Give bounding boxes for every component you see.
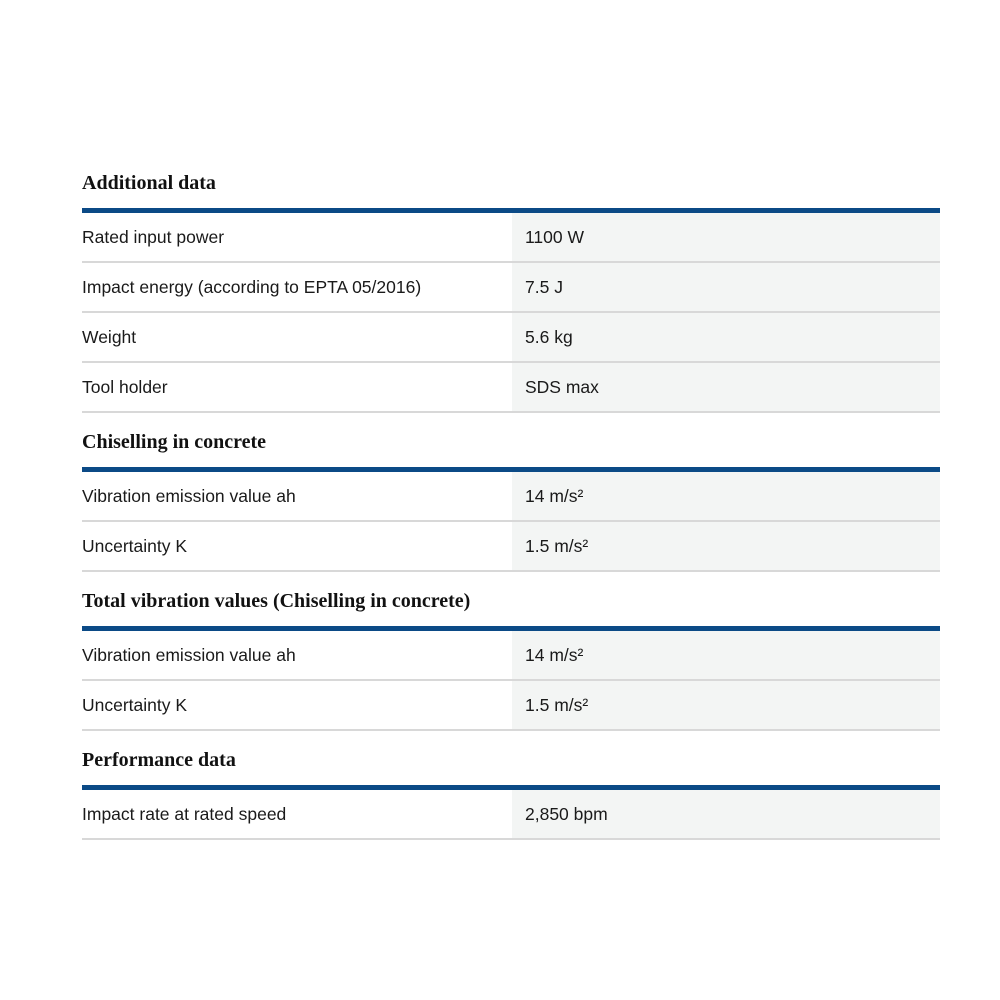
spec-label: Vibration emission value ah: [82, 631, 512, 679]
spec-label: Impact energy (according to EPTA 05/2016): [82, 263, 512, 311]
spec-value: 2,850 bpm: [512, 790, 940, 838]
spec-label: Vibration emission value ah: [82, 472, 512, 520]
spec-value: 14 m/s²: [512, 631, 940, 679]
section-title: Total vibration values (Chiselling in concrete): [82, 590, 471, 612]
spec-row-weight: [82, 313, 940, 363]
section-title: Chiselling in concrete: [82, 431, 267, 453]
spec-row-tool-holder: [82, 363, 940, 413]
spec-row-impact-rate: [82, 790, 940, 840]
section-chiselling-in-concrete: [82, 427, 940, 572]
spec-value: 1100 W: [512, 213, 940, 261]
spec-label: Impact rate at rated speed: [82, 790, 512, 838]
section-title: Additional data: [82, 172, 216, 194]
section-title: Performance data: [82, 749, 236, 771]
spec-value: 1.5 m/s²: [512, 522, 940, 570]
spec-row-uncertainty: [82, 522, 940, 572]
technical-specifications: [82, 168, 940, 840]
section-performance-data: [82, 745, 940, 840]
spec-row-rated-input-power: [82, 213, 940, 263]
spec-value: 5.6 kg: [512, 313, 940, 361]
spec-row-impact-energy: [82, 263, 940, 313]
spec-row-vibration-emission: [82, 631, 940, 681]
section-total-vibration-values: [82, 586, 940, 731]
spec-row-vibration-emission: [82, 472, 940, 522]
spec-label: Rated input power: [82, 213, 512, 261]
spec-value: 1.5 m/s²: [512, 681, 940, 729]
spec-label: Tool holder: [82, 363, 512, 411]
spec-row-uncertainty: [82, 681, 940, 731]
spec-value: 7.5 J: [512, 263, 940, 311]
spec-label: Uncertainty K: [82, 522, 512, 570]
spec-label: Uncertainty K: [82, 681, 512, 729]
spec-value: 14 m/s²: [512, 472, 940, 520]
spec-value: SDS max: [512, 363, 940, 411]
section-additional-data: [82, 168, 940, 413]
spec-label: Weight: [82, 313, 512, 361]
